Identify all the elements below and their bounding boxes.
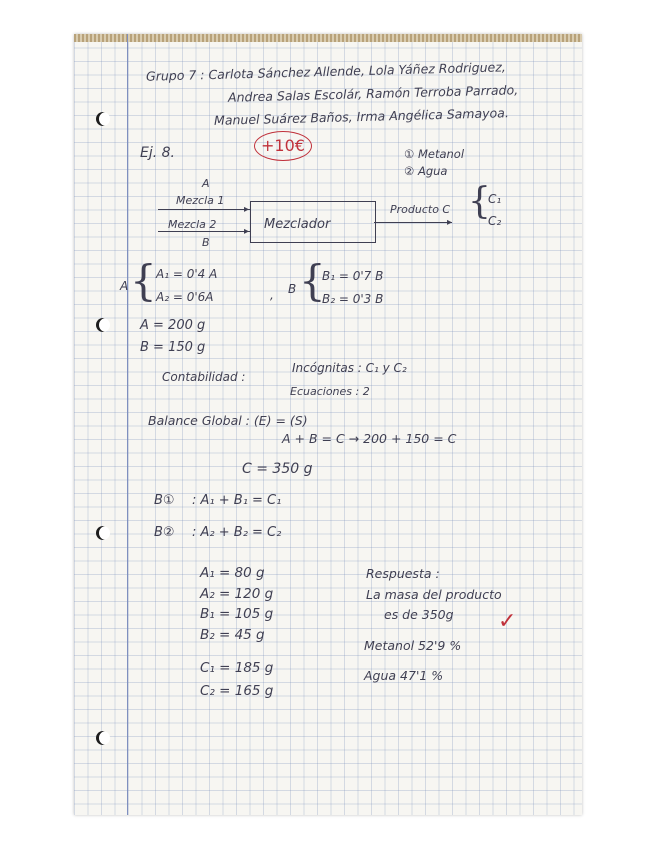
composition-b-brace: { — [299, 256, 326, 305]
group-line-1: Grupo 7 : Carlota Sánchez Allende, Lola Yáñez Rodriguez, — [145, 59, 506, 84]
notebook-page — [74, 34, 582, 815]
component-1: ① Metanol — [404, 147, 465, 161]
mixer-label: Mezclador — [264, 217, 331, 232]
product-brace: { — [468, 181, 491, 222]
product-c1: C₁ — [488, 192, 502, 206]
result-b2: B₂ = 45 g — [200, 627, 265, 643]
balance-2-label: B② — [154, 525, 175, 540]
stream-a-arrow — [158, 209, 250, 210]
product-c2: C₂ — [488, 214, 502, 228]
answer-water: Agua 47'1 % — [364, 668, 444, 683]
global-balance-equation: A + B = C → 200 + 150 = C — [282, 431, 457, 446]
arrowhead-icon: ▸ — [244, 204, 250, 215]
result-a1: A₁ = 80 g — [200, 565, 265, 581]
result-c2: C₂ = 165 g — [200, 683, 274, 699]
accounting-equations: Ecuaciones : 2 — [290, 385, 370, 398]
check-mark-icon: ✓ — [498, 609, 517, 634]
margin-line — [127, 34, 128, 815]
balance-2-equation: : A₂ + B₂ = C₂ — [192, 525, 282, 540]
answer-title: Respuesta : — [366, 566, 440, 581]
product-arrow — [374, 222, 452, 223]
stream-b-arrow — [158, 231, 250, 232]
binder-hole — [96, 526, 110, 540]
stream-b-letter: B — [202, 236, 210, 249]
mass-a: A = 200 g — [140, 318, 206, 333]
c-result: C = 350 g — [242, 461, 313, 477]
result-b1: B₁ = 105 g — [200, 606, 274, 622]
perforated-edge — [74, 34, 582, 42]
result-a2: A₂ = 120 g — [200, 586, 274, 602]
balance-1-label: B① — [154, 493, 175, 508]
mass-b: B = 150 g — [140, 340, 206, 355]
binder-hole — [96, 318, 110, 332]
grade-mark: +10€ — [254, 131, 312, 161]
group-line-2: Andrea Salas Escolár, Ramón Terroba Parrado, — [227, 82, 519, 105]
composition-b2: B₂ = 0'3 B — [322, 292, 384, 306]
composition-a2: A₂ = 0'6A — [156, 290, 214, 304]
product-label: Producto C — [390, 203, 451, 216]
result-c1: C₁ = 185 g — [200, 660, 274, 676]
accounting-label: Contabilidad : — [162, 370, 246, 384]
answer-methanol: Metanol 52'9 % — [364, 638, 462, 653]
balance-1-equation: : A₁ + B₁ = C₁ — [192, 493, 282, 508]
composition-a-brace: { — [130, 256, 157, 305]
composition-b-name: B — [288, 282, 297, 296]
composition-a1: A₁ = 0'4 A — [156, 267, 218, 281]
answer-line-1: La masa del producto — [366, 587, 502, 602]
stream-b-label: Mezcla 2 — [168, 218, 217, 231]
composition-a-name: A — [120, 279, 129, 293]
binder-hole — [96, 112, 110, 126]
stream-a-letter: A — [202, 177, 210, 190]
global-balance-label: Balance Global : (E) = (S) — [148, 413, 308, 428]
group-line-3: Manuel Suárez Baños, Irma Angélica Samayoa. — [213, 105, 510, 128]
arrowhead-icon: ▸ — [447, 217, 453, 228]
component-2: ② Agua — [404, 164, 448, 178]
stream-a-label: Mezcla 1 — [176, 194, 225, 207]
accounting-unknowns: Incógnitas : C₁ y C₂ — [292, 361, 407, 375]
exercise-label: Ej. 8. — [140, 145, 175, 161]
composition-separator: , — [270, 288, 274, 302]
arrowhead-icon: ▸ — [244, 226, 250, 237]
binder-hole — [96, 731, 110, 745]
composition-b1: B₁ = 0'7 B — [322, 269, 384, 283]
answer-line-2: es de 350g — [384, 607, 454, 622]
